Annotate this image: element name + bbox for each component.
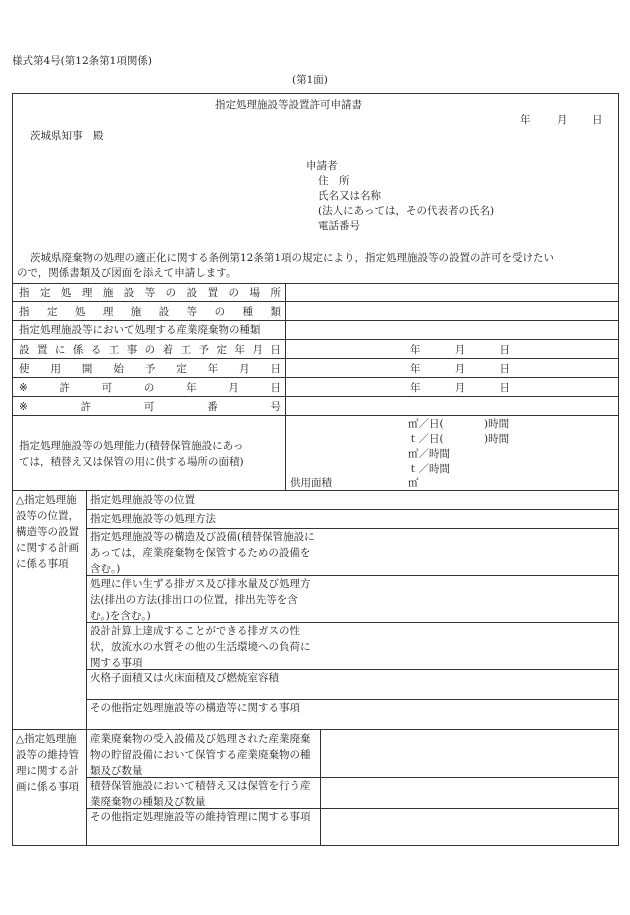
row-label-location: 指 定 処 理 施 設 等 の 設 置 の 場 所 [19,287,281,299]
row-label-construction-start: 設 置 に 係 る 工 事 の 着 工 予 定 年 月 日 [19,344,281,356]
form-number: 様式第4号(第12条第1項関係) [12,55,152,67]
section1-item: 指定処理施設等の処理方法 [90,513,216,525]
section2-title: △指定処理施設等の維持管理に関する計画に係る事項 [16,733,79,793]
section2-item: その他指定処理施設等の維持管理に関する事項 [90,811,311,823]
year-label: 年 [410,363,421,375]
addressee: 茨城県知事 殿 [30,130,104,142]
table-line [13,377,619,378]
section1-item: 指定処理施設等の構造及び設備(積替保管施設にあっては，産業廃棄物を保管するための設備を含む。) [90,531,315,575]
day-label: 日 [499,344,510,356]
day-label: 日 [499,363,510,375]
section1-title: △指定処理施設等の位置，構造等の設置に関する計画に係る事項 [16,494,79,570]
form-title: 指定処理施設等設置許可申請書 [215,99,362,111]
side-label: (第1面) [292,74,328,86]
section1-item: その他指定処理施設等の構造等に関する事項 [90,702,300,714]
date-day: 日 [592,114,603,126]
applicant-address-label: 住 所 [318,175,350,187]
capacity-hours-1: )時間 [484,418,510,430]
date-month: 月 [557,114,568,126]
capacity-hours-2: )時間 [484,433,510,445]
section2-item: 積替保管施設において積替え又は保管を行う産業廃棄物の種類及び数量 [90,780,311,808]
row-label-permit-number: ※ 許 可 番 号 [19,401,281,413]
applicant-heading: 申請者 [306,160,338,172]
construction-date-field[interactable] [410,344,510,357]
row-label-waste-type: 指定処理施設等において処理する産業廃棄物の種類 [19,324,261,336]
applicant-representative-label: (法人にあっては，その代表者の氏名) [318,205,495,217]
table-line [13,301,619,302]
capacity-label-line-1: 指定処理施設等の処理能力(積替保管施設にあっ [19,440,244,452]
section2-item: 産業廃棄物の受入設備及び処理された産業廃棄物の貯留設備において保管する産業廃棄物の種類及び数量 [90,733,311,777]
statement-line-1: 茨城県廃棄物の処理の適正化に関する条例第12条第1項の規定により，指定処理施設等の設置の許可を受けたい [30,252,555,264]
table-line [13,283,619,284]
table-line [13,339,619,340]
statement-line-2: ので，関係書類及び図面を添えて申請します。 [17,267,237,279]
table-line [13,415,619,416]
day-label: 日 [499,382,510,394]
table-line [13,490,619,491]
applicant-phone-label: 電話番号 [318,220,360,232]
section1-item: 指定処理施設等の位置 [90,494,195,506]
section1-item: 処理に伴い生ずる排ガス及び排水量及び処理方法(排出の方法(排出口の位置，排出先等を含む。)を含む。) [90,578,311,622]
table-line [320,729,321,845]
table-line [13,358,619,359]
date-year: 年 [520,114,531,126]
area-unit: ㎡ [408,477,419,489]
section1-item: 設計計算上達成することができる排ガスの性状，放流水の水質その他の生活環境への負荷に関する事項 [90,625,311,669]
applicant-name-label: 氏名又は名称 [318,190,381,202]
section1-item: 火格子面積又は火床面積及び燃焼室容積 [90,672,279,684]
capacity-m3-hour: ㎥／時間 [408,448,450,460]
month-label: 月 [454,344,466,356]
use-start-date-field[interactable] [410,363,510,376]
permit-date-field[interactable] [410,382,510,395]
table-line [86,509,619,510]
table-line [13,320,619,321]
table-line [13,396,619,397]
month-label: 月 [454,382,466,394]
table-line [86,490,87,845]
row-label-permit-date: ※ 許 可 の 年 月 日 [19,382,281,394]
capacity-t-day: ｔ／日( [408,433,444,445]
capacity-m3-day: ㎥／日( [408,418,444,430]
table-line [285,283,286,490]
year-label: 年 [410,344,421,356]
month-label: 月 [454,363,466,375]
row-label-use-start: 使 用 開 始 予 定 年 月 日 [19,363,281,375]
capacity-t-hour: ｔ／時間 [408,463,450,475]
year-label: 年 [410,382,421,394]
table-line [13,729,619,730]
capacity-label-line-2: ては，積替え又は保管の用に供する場所の面積) [19,456,244,468]
area-label: 供用面積 [290,477,332,489]
row-label-type: 指 定 処 理 施 設 等 の 種 類 [19,306,281,318]
